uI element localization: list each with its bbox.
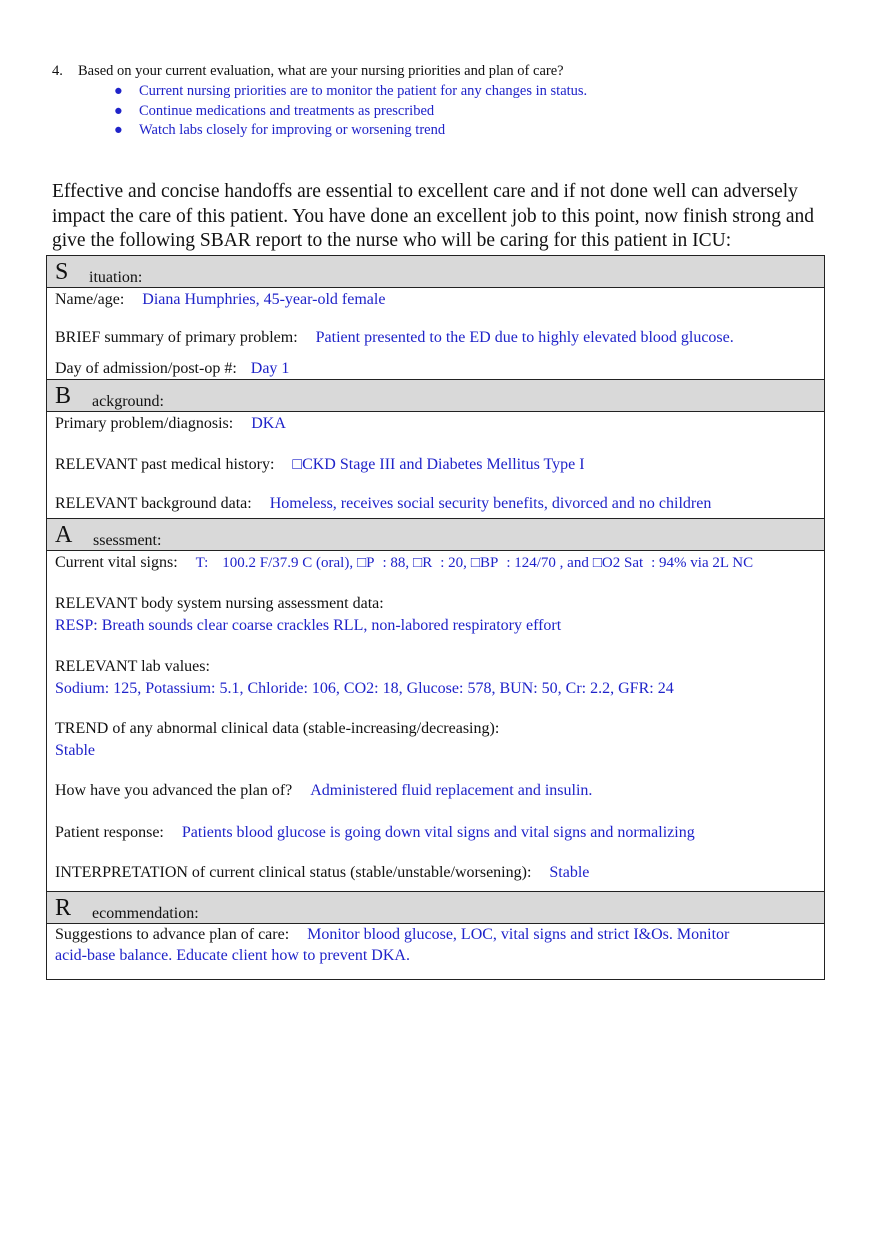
response-label: Patient response: — [55, 824, 164, 841]
response-value: Patients blood glucose is going down vital signs and vital signs and normalizing — [181, 824, 695, 841]
o2-label: O2 Sat — [601, 555, 644, 571]
section-letter: S — [55, 259, 69, 285]
missing-glyph-icon: □ — [592, 555, 602, 571]
pulse-label: P — [366, 555, 375, 571]
lab-values-label: RELEVANT lab values: — [55, 658, 210, 675]
section-title: ituation: — [89, 269, 143, 286]
assessment-header — [47, 518, 824, 551]
section-title: ackground: — [92, 393, 164, 410]
background-section — [47, 379, 824, 518]
resp-label: R — [422, 555, 433, 571]
question-number: 4. — [52, 63, 63, 79]
section-letter: R — [55, 895, 72, 921]
plan-label: How have you advanced the plan of? — [55, 782, 293, 799]
sbar-table — [46, 255, 825, 980]
recommendation-section — [47, 891, 824, 979]
resp-value: : 20, — [440, 555, 467, 571]
situation-section — [47, 256, 824, 379]
trend-value: Stable — [55, 742, 95, 759]
day-label: Day of admission/post-op #: — [55, 360, 237, 377]
question-text: Based on your current evaluation, what are your nursing priorities and plan of care? — [78, 63, 564, 79]
list-item: ● Current nursing priorities are to monitor the patient for any changes in status. — [114, 82, 587, 102]
bullet-icon: ● — [114, 102, 123, 119]
bullet-icon: ● — [114, 122, 123, 138]
bp-label: BP — [479, 555, 499, 571]
sbar-intro-paragraph: Effective and concise handoffs are essential to excellent care and if not done well can adversely impact the care of this patient. You have done an excellent job to this point, now finish strong and give the following SBAR report to the nurse who will be caring for this patient in ICU: — [52, 181, 814, 251]
suggestions-value-continued: acid-base balance. Educate client how to prevent DKA. — [55, 947, 410, 964]
bp-value: : 124/70 , and — [506, 555, 589, 571]
summary-value: Patient presented to the ED due to highly elevated blood glucose. — [315, 329, 734, 346]
lab-values-value: Sodium: 125, Potassium: 5.1, Chloride: 106, CO2: 18, Glucose: 578, BUN: 50, Cr: 2.2, GFR: 24 — [55, 680, 674, 697]
temp-label: T: — [195, 555, 209, 571]
section-title: ecommendation: — [92, 905, 199, 922]
background-header — [47, 379, 824, 412]
suggestions-label: Suggestions to advance plan of care: — [55, 926, 290, 943]
interpretation-label: INTERPRETATION of current clinical status (stable/unstable/worsening): — [55, 864, 532, 881]
diagnosis-value: DKA — [251, 415, 286, 432]
situation-header — [47, 256, 824, 288]
list-item: ● Watch labs closely for improving or worsening trend — [114, 121, 587, 141]
name-age-label: Name/age: — [55, 291, 125, 308]
background-data-label: RELEVANT background data: — [55, 495, 252, 512]
vital-signs-line — [55, 554, 753, 572]
missing-glyph-icon: □ — [470, 555, 480, 571]
section-letter: A — [55, 522, 73, 548]
missing-glyph-icon: □ — [413, 555, 423, 571]
question-4 — [52, 63, 564, 80]
list-item: ● Continue medications and treatments as prescribed — [114, 102, 587, 122]
priorities-list — [114, 82, 587, 141]
vitals-label: Current vital signs: — [55, 554, 178, 571]
pulse-value: : 88, — [382, 555, 410, 571]
body-system-value: RESP: Breath sounds clear coarse crackles RLL, non-labored respiratory effort — [55, 617, 562, 634]
bullet-icon: ● — [114, 83, 123, 99]
history-label: RELEVANT past medical history: — [55, 456, 275, 473]
trend-label: TREND of any abnormal clinical data (stable-increasing/decreasing): — [55, 720, 500, 737]
summary-label: BRIEF summary of primary problem: — [55, 329, 298, 346]
section-letter: B — [55, 383, 72, 409]
background-data-value: Homeless, receives social security benefits, divorced and no children — [269, 495, 712, 512]
day-value: Day 1 — [250, 360, 290, 377]
section-title: ssessment: — [93, 532, 162, 549]
plan-value: Administered fluid replacement and insulin. — [310, 782, 593, 799]
temp-value: 100.2 F/37.9 C (oral), — [222, 555, 354, 571]
o2-value: : 94% via 2L NC — [651, 555, 754, 571]
diagnosis-label: Primary problem/diagnosis: — [55, 415, 234, 432]
name-age-value: Diana Humphries, 45-year-old female — [142, 291, 386, 308]
suggestions-value: Monitor blood glucose, LOC, vital signs and strict I&Os. Monitor — [307, 926, 730, 943]
interpretation-value: Stable — [549, 864, 590, 881]
missing-glyph-icon: □ — [357, 555, 367, 571]
recommendation-header — [47, 891, 824, 924]
history-value: CKD Stage III and Diabetes Mellitus Type I — [302, 456, 585, 473]
body-system-label: RELEVANT body system nursing assessment data: — [55, 595, 384, 612]
missing-glyph-icon: □ — [292, 456, 303, 473]
assessment-section — [47, 518, 824, 891]
